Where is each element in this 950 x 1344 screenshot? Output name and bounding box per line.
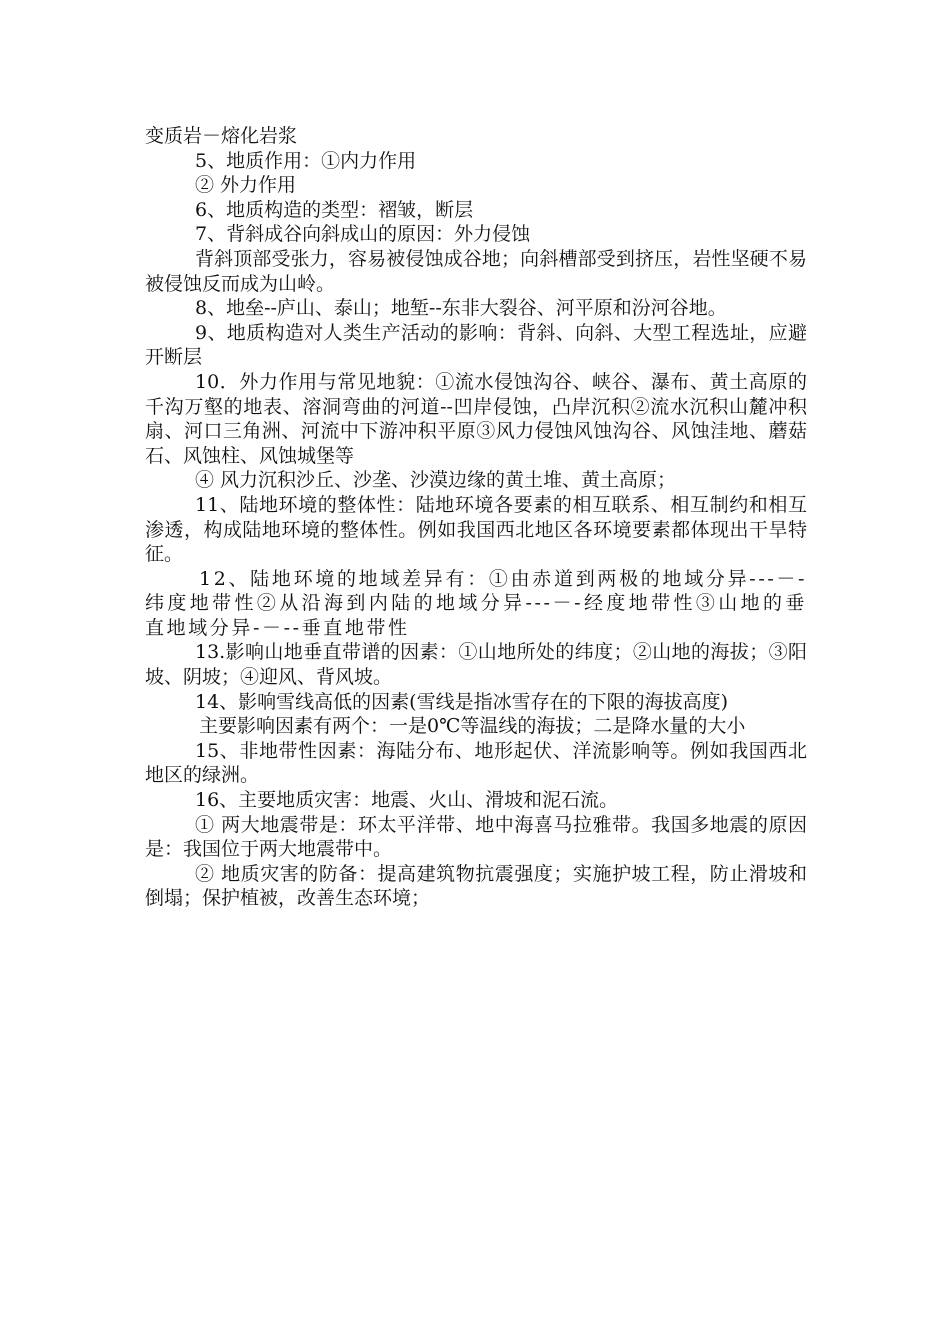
document-body xyxy=(145,124,807,911)
paragraph: ① 两大地震带是：环太平洋带、地中海喜马拉雅带。我国多地震的原因是：我国位于两大地震带中。 xyxy=(145,813,807,861)
paragraph: 15、非地带性因素：海陆分布、地形起伏、洋流影响等。例如我国西北地区的绿洲。 xyxy=(145,739,807,787)
paragraph: 10．外力作用与常见地貌：①流水侵蚀沟谷、峡谷、瀑布、黄土高原的千沟万壑的地表、溶洞弯曲的河道--凹岸侵蚀，凸岸沉积②流水沉积山麓冲积扇、河口三角洲、河流中下游冲积平原③风力侵蚀风蚀沟谷、风蚀洼地、蘑菇石、风蚀柱、风蚀城堡等 xyxy=(145,370,807,467)
paragraph: 7、背斜成谷向斜成山的原因：外力侵蚀 xyxy=(195,223,531,246)
paragraph: 11、陆地环境的整体性：陆地环境各要素的相互联系、相互制约和相互渗透，构成陆地环境的整体性。例如我国西北地区各环境要素都体现出干旱特征。 xyxy=(145,493,807,566)
paragraph: ② 外力作用 xyxy=(195,174,297,197)
paragraph: ④ 风力沉积沙丘、沙垄、沙漠边缘的黄土堆、黄土高原； xyxy=(195,469,677,492)
paragraph: 变质岩－熔化岩浆 xyxy=(145,125,298,147)
paragraph: 背斜顶部受张力，容易被侵蚀成谷地；向斜槽部受到挤压，岩性坚硬不易被侵蚀反而成为山岭。 xyxy=(145,247,807,295)
paragraph: ② 地质灾害的防备：提高建筑物抗震强度；实施护坡工程，防止滑坡和倒塌；保护植被，改善生态环境； xyxy=(145,862,807,910)
paragraph: 6、地质构造的类型：褶皱，断层 xyxy=(195,198,474,221)
paragraph: 5、地质作用：①内力作用 xyxy=(195,149,417,172)
paragraph: 9、地质构造对人类生产活动的影响：背斜、向斜、大型工程选址，应避开断层 xyxy=(145,321,807,369)
paragraph: 16、主要地质灾害：地震、火山、滑坡和泥石流。 xyxy=(195,789,619,812)
paragraph: 8、地垒--庐山、泰山；地堑--东非大裂谷、河平原和汾河谷地。 xyxy=(195,297,727,320)
paragraph: 主要影响因素有两个：一是0℃等温线的海拔；二是降水量的大小 xyxy=(199,715,746,738)
paragraph: 12、陆地环境的地域差异有：①由赤道到两极的地域分异---－-纬度地带性②从沿海到内陆的地域分异---－-经度地带性③山地的垂直地域分异-－--垂直地带性 xyxy=(145,567,807,639)
paragraph: 13.影响山地垂直带谱的因素：①山地所处的纬度；②山地的海拔；③阳坡、阴坡；④迎风、背风坡。 xyxy=(145,641,807,689)
paragraph: 14、影响雪线高低的因素(雪线是指冰雪存在的下限的海拔高度) xyxy=(195,690,729,713)
